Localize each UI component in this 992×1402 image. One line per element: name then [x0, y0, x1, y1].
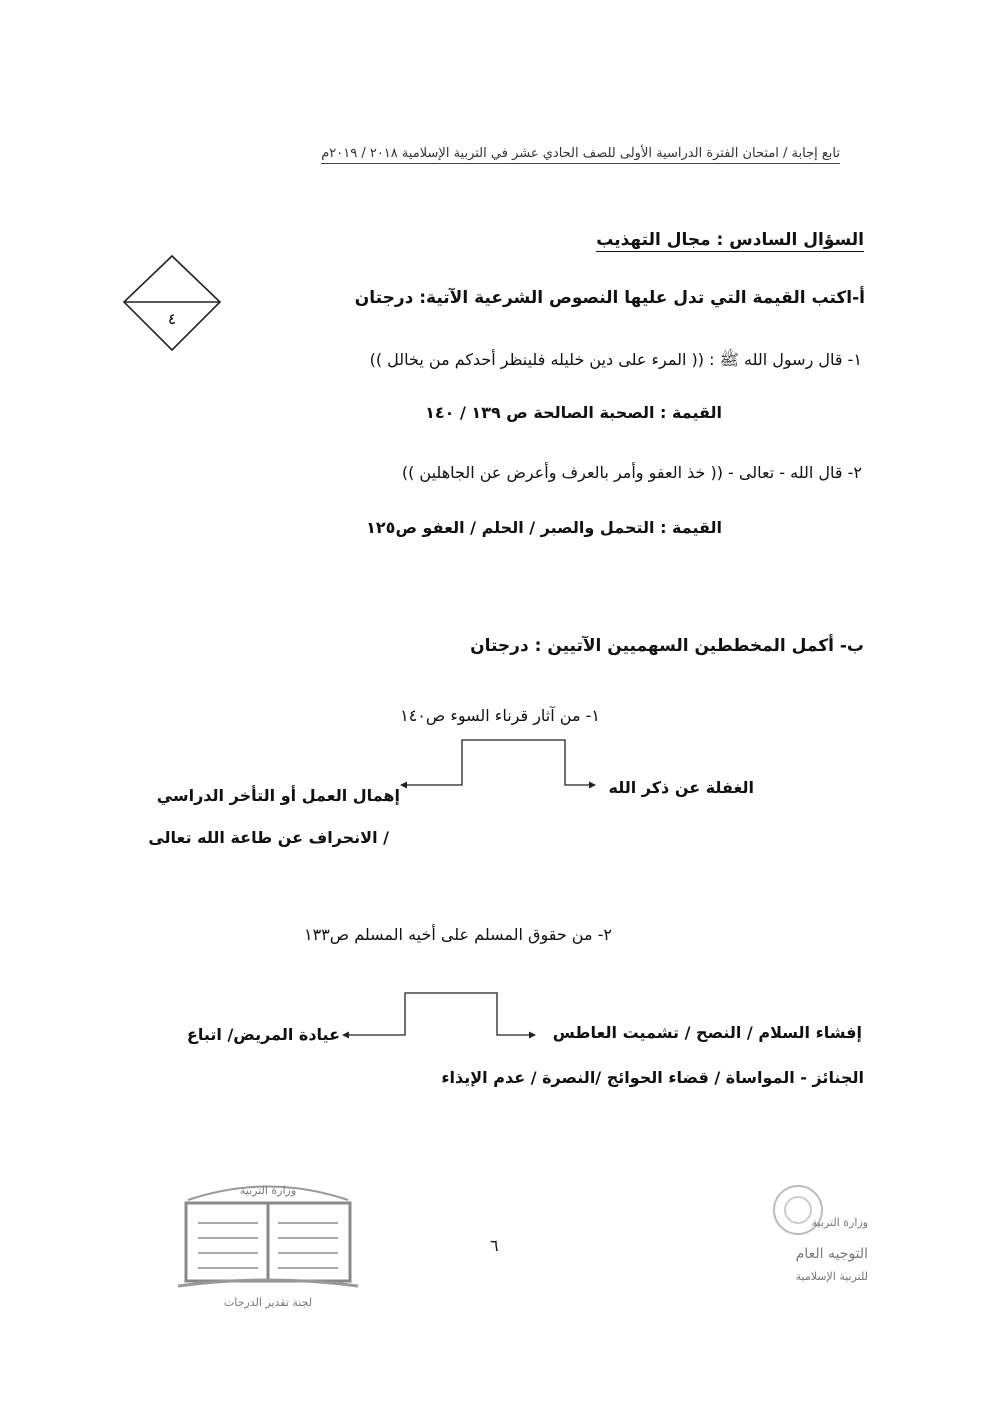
part-a-item2-text: ٢- قال الله - تعالى - (( خذ العفو وأمر بالعرف وأعرض عن الجاهلين )): [401, 463, 862, 482]
section-title: السؤال السادس : مجال التهذيب: [596, 230, 864, 250]
stamp-left-line2: لجنة تقدير الدرجات: [223, 1296, 313, 1309]
flow2-arrowhead-right: [529, 1032, 536, 1039]
score-value: ٤: [167, 310, 177, 328]
stamp-right-line3: للتربية الإسلامية: [795, 1270, 868, 1283]
document-header: تابع إجابة / امتحان الفترة الدراسية الأولى للصف الحادي عشر في التربية الإسلامية ٢٠١٨ / ٢٠١٩م: [321, 146, 840, 164]
flow1-target-line1: إهمال العمل أو التأخر الدراسي: [156, 786, 400, 805]
flow1-arrowhead-right: [589, 782, 596, 789]
part-a-item1-answer: القيمة : الصحبة الصالحة ص ١٣٩ / ١٤٠: [425, 403, 722, 422]
flow1-source: الغفلة عن ذكر الله: [608, 778, 754, 797]
flow2-arrowhead-left: [342, 1032, 349, 1039]
flow1-target-line2: / الانحراف عن طاعة الله تعالى: [148, 828, 389, 847]
flow1-arrowhead-left: [400, 782, 407, 789]
flow2-title: ٢- من حقوق المسلم على أخيه المسلم ص١٣٣: [303, 925, 612, 944]
flow1-title: ١- من آثار قرناء السوء ص١٤٠: [400, 706, 600, 725]
flow2-target: عيادة المريض/ اتباع: [186, 1025, 340, 1044]
part-a-instruction: أ-اكتب القيمة التي تدل عليها النصوص الشرعية الآتية: درجتان: [354, 288, 865, 308]
flow2-source: إفشاء السلام / النصح / تشميت العاطس: [552, 1023, 862, 1042]
flow1-connector: [403, 740, 595, 785]
flow2-continuation: الجنائز - المواساة / قضاء الحوائج /النصرة / عدم الإيذاء: [441, 1068, 864, 1087]
ministry-stamp: [748, 1178, 888, 1298]
stamp-right-line2: التوجيه العام: [795, 1246, 868, 1262]
part-a-item1-text: ١- قال رسول الله ﷺ : (( المرء على دين خليله فلينظر أحدكم من يخالل )): [369, 350, 862, 369]
page-number: ٦: [490, 1236, 499, 1255]
part-a-item2-answer: القيمة : التحمل والصبر / الحلم / العفو ص١٢٥: [366, 518, 722, 537]
stamp-right-line1: وزارة التربية: [811, 1216, 868, 1229]
grading-committee-stamp: [168, 1178, 368, 1313]
flow2-connector: [345, 993, 535, 1035]
stamp-left-line1: وزارة التربية: [239, 1184, 297, 1197]
part-b-instruction: ب- أكمل المخططين السهميين الآتيين : درجتان: [470, 636, 864, 656]
